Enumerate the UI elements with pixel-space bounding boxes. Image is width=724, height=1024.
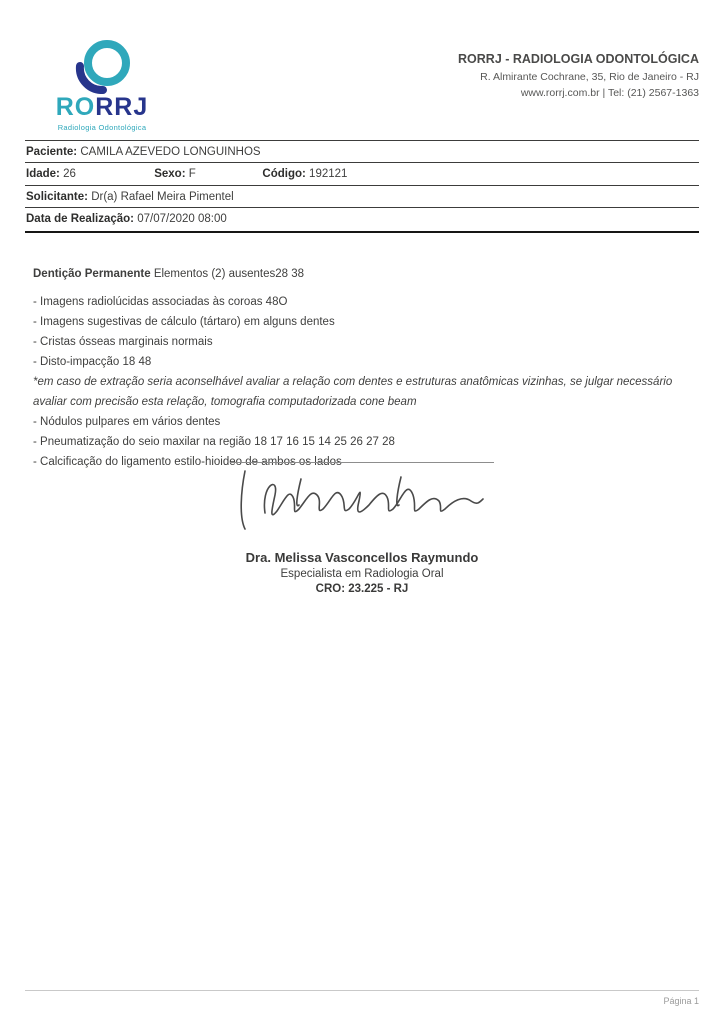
finding-line: - Cristas ósseas marginais normais <box>33 336 213 348</box>
footer-divider <box>25 990 699 991</box>
patient-info-table <box>25 140 699 233</box>
logo-wordmark <box>42 95 162 120</box>
patient-name-label: Paciente: <box>26 146 78 158</box>
patient-row-name <box>25 141 699 163</box>
patient-age-cell <box>26 167 151 181</box>
logo-subtitle: Radiologia Odontológica <box>57 123 147 132</box>
patient-code-label: Código: <box>262 168 306 181</box>
logo-wordmark-b: RRJ <box>95 93 149 121</box>
exam-date-label: Data de Realização: <box>26 213 135 226</box>
finding-line: - Pneumatização do seio maxilar na região 18 17 16 15 14 25 26 27 28 <box>33 436 395 448</box>
exam-date-value: 07/07/2020 08:00 <box>137 213 227 226</box>
report-title <box>33 264 691 284</box>
patient-age-label: Idade: <box>26 168 60 181</box>
signer-identification <box>0 550 724 595</box>
page-number: Página 1 <box>663 996 699 1006</box>
clinic-info <box>458 52 699 102</box>
finding-line: - Nódulos pulpares em vários dentes <box>33 416 221 428</box>
clinic-name: RORRJ - RADIOLOGIA ODONTOLÓGICA <box>458 52 699 66</box>
patient-row-requester <box>25 186 699 208</box>
signer-title: Especialista em Radiologia Oral <box>280 568 444 580</box>
requester-value: Dr(a) Rafael Meira Pimentel <box>91 190 234 203</box>
patient-age-value: 26 <box>63 168 76 181</box>
logo-wordmark-a: RO <box>55 93 96 121</box>
extraction-note: *em caso de extração seria aconselhável avaliar a relação com dentes e estruturas anatômicas vizinhas, se julgar necessário avaliar com precisão esta relação, tomografia computadorizada cone beam <box>33 376 673 408</box>
signature-block <box>0 462 724 536</box>
clinic-contact: www.rorrj.com.br | Tel: (21) 2567-1363 <box>520 86 699 99</box>
clinic-logo <box>42 38 162 132</box>
patient-sex-value: F <box>188 168 196 181</box>
patient-code-value: 192121 <box>309 168 348 181</box>
signature-image <box>230 462 494 536</box>
report-body <box>33 264 691 472</box>
rorrj-logo-icon <box>42 38 162 94</box>
patient-sex-label: Sexo: <box>154 168 186 181</box>
finding-line: - Calcificação do ligamento estilo-hioideo de ambos os lados <box>33 456 342 468</box>
page-footer <box>25 990 699 1006</box>
signer-name: Dra. Melissa Vasconcellos Raymundo <box>245 550 479 565</box>
requester-label: Solicitante: <box>26 190 88 203</box>
patient-row-demographics <box>25 163 699 185</box>
clinic-address: R. Almirante Cochrane, 35, Rio de Janeiro - RJ <box>480 71 699 83</box>
patient-row-date <box>25 208 699 232</box>
finding-line: - Imagens sugestivas de cálculo (tártaro) em alguns dentes <box>33 316 335 328</box>
signer-registration: CRO: 23.225 - RJ <box>315 583 409 595</box>
patient-code-cell <box>262 168 347 180</box>
patient-name-value: CAMILA AZEVEDO LONGUINHOS <box>80 146 261 158</box>
report-title-rest: Elementos (2) ausentes28 38 <box>153 268 305 280</box>
report-title-bold: Dentição Permanente <box>33 268 151 280</box>
finding-line: - Disto-impacção 18 48 <box>33 356 152 368</box>
finding-line: - Imagens radiolúcidas associadas às coroas 48O <box>33 296 288 308</box>
patient-sex-cell <box>154 167 259 181</box>
